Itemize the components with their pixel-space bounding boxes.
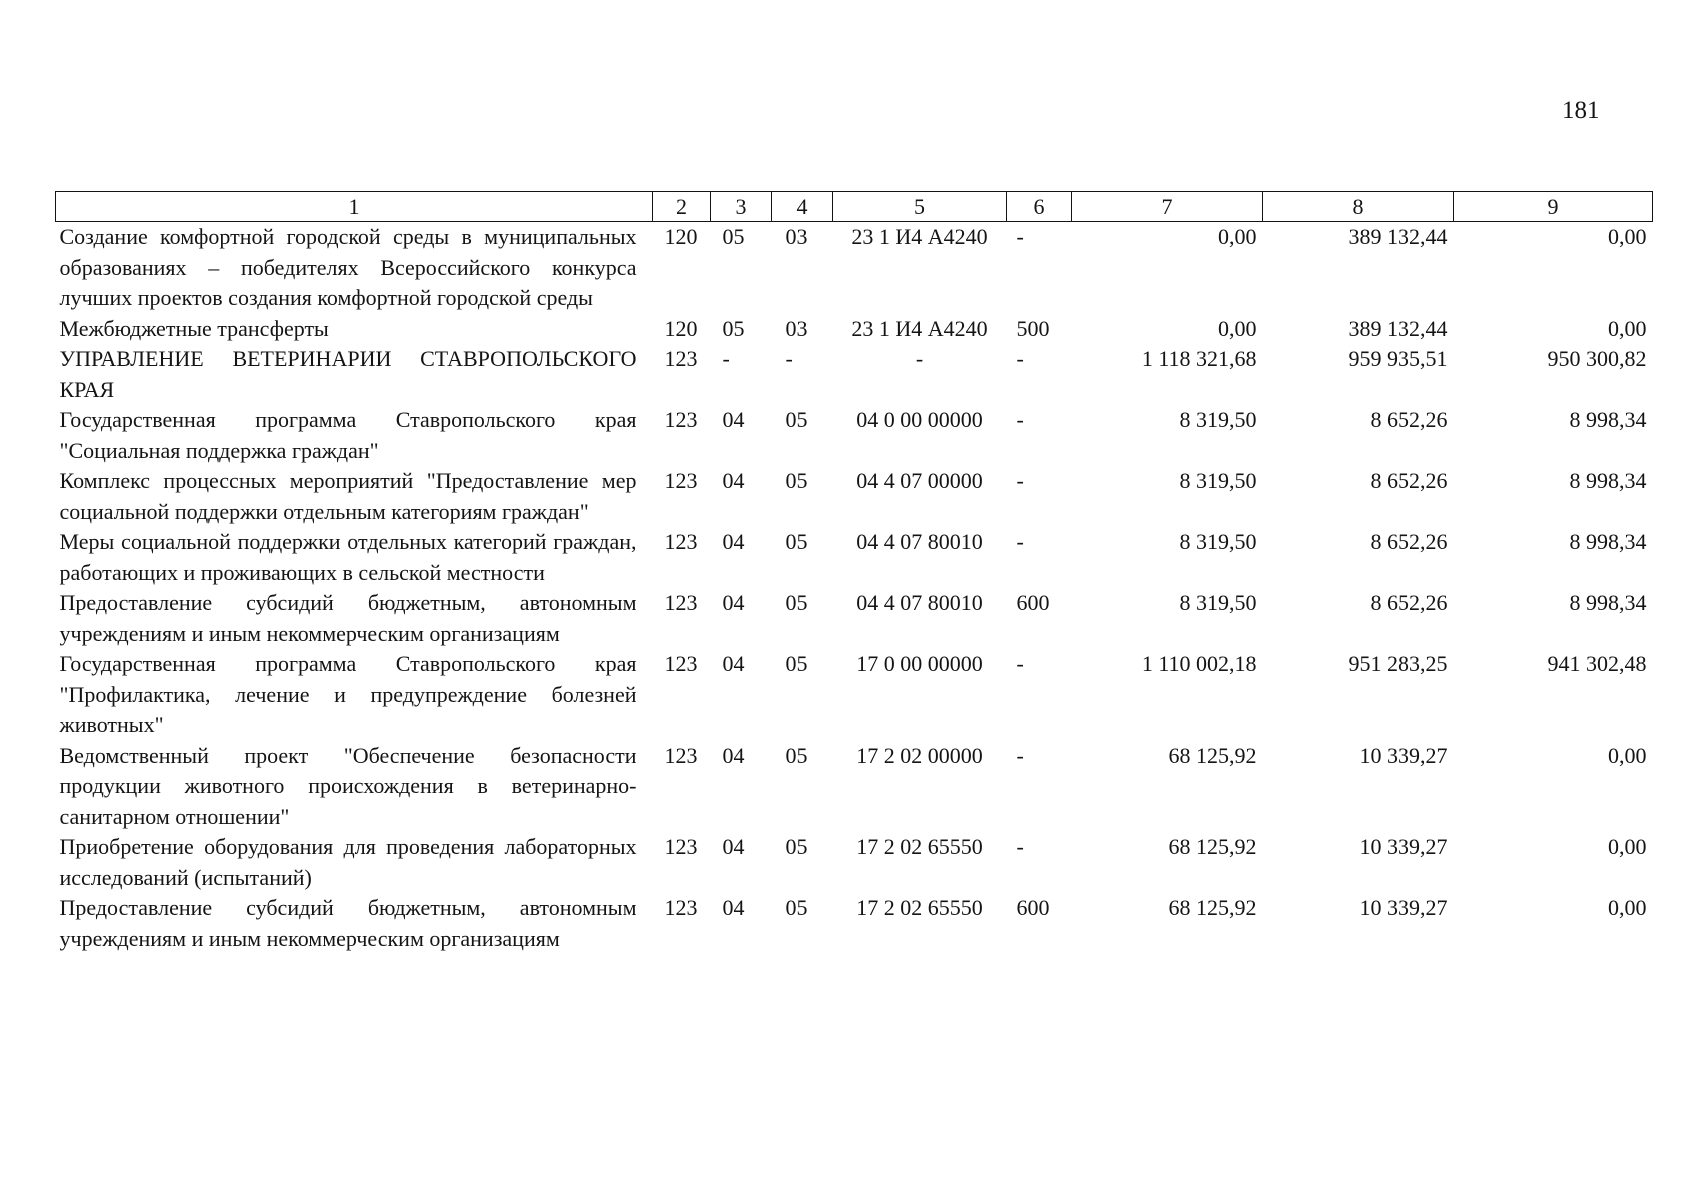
row-name: Создание комфортной городской среды в муниципальных образованиях – победителях Всероссийского конкурса лучших проектов создания комфортной городской среды: [59, 224, 637, 310]
cell-col-4: 05: [785, 407, 808, 432]
cell-col-8: 10 339,27: [1359, 742, 1448, 768]
cell-col-8: 10 339,27: [1359, 895, 1448, 920]
cell-col-9: 8 998,34: [1569, 590, 1647, 615]
cell-col-8: 8 652,26: [1370, 407, 1448, 432]
cell-col-6: -: [1016, 407, 1024, 432]
cell-col-7: 1 118 321,68: [1141, 346, 1257, 371]
cell-col-9: 8 998,34: [1569, 407, 1647, 432]
column-header-6: 6: [1007, 192, 1072, 222]
row-name: Меры социальной поддержки отдельных категорий граждан, работающих и проживающих в сельской местности: [59, 529, 637, 585]
cell-col-5: 04 4 07 80010: [856, 529, 983, 554]
cell-col-5: 23 1 И4 А4240: [851, 315, 988, 341]
column-header-9: 9: [1454, 192, 1653, 222]
cell-col-6: -: [1016, 224, 1024, 249]
table-row: [56, 893, 1653, 954]
cell-col-2: 123: [664, 895, 698, 920]
cell-col-4: 05: [785, 895, 808, 920]
cell-col-2: 120: [664, 224, 698, 249]
cell-col-2: 123: [664, 468, 698, 493]
page-number: 181: [1562, 97, 1600, 124]
cell-col-3: 05: [722, 224, 745, 249]
cell-col-9: 0,00: [1608, 742, 1647, 768]
cell-col-8: 8 652,26: [1370, 590, 1448, 615]
cell-col-8: 10 339,27: [1359, 834, 1448, 859]
row-name: Предоставление субсидий бюджетным, автономным учреждениям и иным некоммерческим организациям: [59, 590, 637, 646]
table-row: [56, 405, 1653, 466]
cell-col-4: 03: [785, 224, 808, 249]
cell-col-6: 600: [1016, 590, 1050, 615]
table-row: [56, 222, 1653, 314]
cell-col-9: 0,00: [1608, 895, 1647, 920]
table-body: [56, 222, 1653, 955]
cell-col-3: 04: [722, 834, 745, 859]
cell-col-2: 123: [664, 651, 698, 676]
cell-col-6: -: [1016, 468, 1024, 493]
cell-col-7: 8 319,50: [1179, 529, 1257, 554]
cell-col-3: 04: [722, 468, 745, 493]
cell-col-4: 05: [785, 834, 808, 859]
row-name: Комплекс процессных мероприятий "Предоставление мер социальной поддержки отдельным категориям граждан": [59, 468, 637, 524]
table-row: [56, 527, 1653, 588]
column-header-4: 4: [772, 192, 833, 222]
cell-col-3: -: [722, 346, 730, 371]
cell-col-9: 0,00: [1608, 834, 1647, 859]
cell-col-2: 120: [664, 315, 698, 341]
cell-col-9: 8 998,34: [1569, 468, 1647, 493]
cell-col-2: 123: [664, 590, 698, 615]
cell-col-5: 23 1 И4 А4240: [851, 224, 988, 249]
cell-col-4: 05: [785, 651, 808, 676]
budget-table: [55, 191, 1653, 954]
cell-col-3: 04: [722, 407, 745, 432]
cell-col-5: 04 4 07 80010: [856, 590, 983, 615]
cell-col-6: -: [1016, 834, 1024, 859]
cell-col-4: 05: [785, 529, 808, 554]
cell-col-7: 8 319,50: [1179, 468, 1257, 493]
cell-col-5: -: [915, 346, 924, 371]
cell-col-5: 17 2 02 65550: [856, 895, 983, 920]
cell-col-4: 05: [785, 468, 808, 493]
cell-col-3: 05: [722, 315, 745, 341]
cell-col-8: 389 132,44: [1348, 315, 1448, 341]
cell-col-7: 1 110 002,18: [1141, 651, 1257, 676]
cell-col-9: 941 302,48: [1547, 651, 1647, 676]
cell-col-6: -: [1016, 651, 1024, 676]
cell-col-9: 0,00: [1608, 224, 1647, 249]
cell-col-3: 04: [722, 895, 745, 920]
table-row: [56, 314, 1653, 345]
cell-col-3: 04: [722, 651, 745, 676]
cell-col-7: 68 125,92: [1168, 895, 1257, 920]
cell-col-5: 04 4 07 00000: [856, 468, 983, 493]
cell-col-2: 123: [664, 346, 698, 371]
column-header-5: 5: [833, 192, 1007, 222]
cell-col-5: 17 2 02 00000: [856, 742, 983, 768]
cell-col-2: 123: [664, 834, 698, 859]
cell-col-7: 0,00: [1218, 224, 1257, 249]
row-name: Приобретение оборудования для проведения лабораторных исследований (испытаний): [59, 834, 637, 890]
cell-col-6: 600: [1016, 895, 1050, 920]
table-row: [56, 741, 1653, 833]
table-header: [56, 192, 1653, 222]
table-row: [56, 649, 1653, 741]
cell-col-2: 123: [664, 529, 698, 554]
cell-col-3: 04: [722, 742, 745, 768]
cell-col-6: -: [1016, 742, 1024, 768]
table-row: [56, 588, 1653, 649]
cell-col-8: 389 132,44: [1348, 224, 1448, 249]
cell-col-9: 8 998,34: [1569, 529, 1647, 554]
cell-col-8: 8 652,26: [1370, 529, 1448, 554]
cell-col-4: 05: [785, 742, 808, 768]
cell-col-5: 17 0 00 00000: [856, 651, 983, 676]
cell-col-7: 68 125,92: [1168, 834, 1257, 859]
row-name: Государственная программа Ставропольского края "Профилактика, лечение и предупреждение болезней животных": [59, 651, 637, 737]
cell-col-2: 123: [664, 407, 698, 432]
cell-col-9: 950 300,82: [1547, 346, 1647, 371]
column-header-7: 7: [1072, 192, 1263, 222]
cell-col-6: 500: [1016, 315, 1050, 341]
table-row: [56, 344, 1653, 405]
row-name: Государственная программа Ставропольского края "Социальная поддержка граждан": [59, 407, 637, 463]
cell-col-3: 04: [722, 590, 745, 615]
cell-col-2: 123: [664, 742, 698, 768]
cell-col-9: 0,00: [1608, 315, 1647, 341]
cell-col-4: -: [785, 346, 793, 371]
column-header-3: 3: [711, 192, 772, 222]
cell-col-7: 68 125,92: [1168, 742, 1257, 768]
row-name: Межбюджетные трансферты: [59, 315, 329, 341]
cell-col-6: -: [1016, 529, 1024, 554]
column-header-8: 8: [1263, 192, 1454, 222]
cell-col-6: -: [1016, 346, 1024, 371]
table-row: [56, 832, 1653, 893]
cell-col-7: 0,00: [1218, 315, 1257, 341]
cell-col-3: 04: [722, 529, 745, 554]
cell-col-5: 17 2 02 65550: [856, 834, 983, 859]
cell-col-8: 959 935,51: [1348, 346, 1448, 371]
header-row: [56, 192, 1653, 222]
cell-col-7: 8 319,50: [1179, 407, 1257, 432]
cell-col-4: 03: [785, 315, 808, 341]
table-row: [56, 466, 1653, 527]
cell-col-7: 8 319,50: [1179, 590, 1257, 615]
column-header-2: 2: [653, 192, 711, 222]
cell-col-5: 04 0 00 00000: [856, 407, 983, 432]
row-name: УПРАВЛЕНИЕ ВЕТЕРИНАРИИ СТАВРОПОЛЬСКОГО КРАЯ: [59, 346, 637, 402]
row-name: Предоставление субсидий бюджетным, автономным учреждениям и иным некоммерческим организациям: [59, 895, 637, 951]
cell-col-8: 8 652,26: [1370, 468, 1448, 493]
row-name: Ведомственный проект "Обеспечение безопасности продукции животного происхождения в ветеринарно-санитарном отношении": [59, 742, 637, 829]
cell-col-8: 951 283,25: [1348, 651, 1448, 676]
cell-col-4: 05: [785, 590, 808, 615]
column-header-1: 1: [56, 192, 653, 222]
